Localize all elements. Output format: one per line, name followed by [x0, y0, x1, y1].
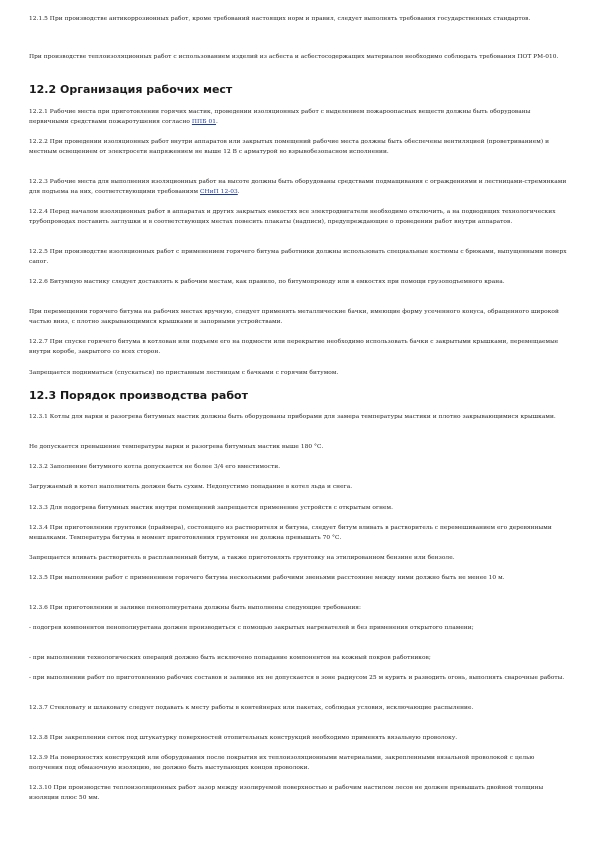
- paragraph-ladder-ban: Запрещается подниматься (спускаться) по приставным лестницам с бачками с горячим битумом.: [29, 370, 339, 376]
- link-snip-12-03[interactable]: СНиП 12-03: [200, 189, 238, 195]
- paragraph-12-3-8: 12.3.8 При закреплении сеток под штукатурку поверхностей отопительных конструкций необходимо применять вязальную проволоку.: [29, 735, 458, 741]
- paragraph-12-3-6: 12.3.6 При приготовлении и заливке пенополиуретана должны быть выполнены следующие требования:: [29, 605, 362, 611]
- paragraph-12-3-4: 12.3.4 При приготовлении грунтовки (праймера), состоящего из растворителя и битума, следует битум вливать в растворитель с перемешиванием его деревянными мешалками. Температура битума в момент приготовления грунтовки не должна превышать 70 °С.: [29, 525, 552, 541]
- paragraph-12-2-7: 12.2.7 При спуске горячего битума в котлован или подъеме его на подмости или перекрытие необходимо использовать бачки с закрытыми крышками, перемещаемые внутри коробе, закрытого со всех сторон.: [29, 339, 559, 355]
- paragraph-asbestos: При производстве теплоизоляционных работ с использованием изделий из асбеста и асбестосодержащих материалов необходимо соблюдать требования ПОТ РМ-010.: [29, 54, 559, 60]
- paragraph-solvent-ban: Запрещается вливать растворитель в расплавленный битум, а также приготовлять грунтовку на этилированном бензине или бензоле.: [29, 555, 455, 561]
- paragraph-12-3-3: 12.3.3 Для подогрева битумных мастик внутри помещений запрещается применение устройств с открытым огнем.: [29, 505, 394, 511]
- paragraph-12-2-2: 12.2.2 При проведении изоляционных работ внутри аппаратов или закрытых помещений рабочие места должны быть обеспечены вентиляцией (проветриванием) и местным освещением от электросети напряжением не выше 12 В с арматурой во взрывобезопасном исполнении.: [29, 139, 550, 155]
- paragraph-12-1-5: 12.1.5 При производстве антикоррозионных работ, кроме требований настоящих норм и правил, следует выполнять требования государственных стандартов.: [29, 16, 531, 22]
- heading-12-2: 12.2 Организация рабочих мест: [29, 83, 233, 96]
- paragraph-12-3-2: 12.3.2 Заполнение битумного котла допускается не более 3/4 его вместимости.: [29, 464, 281, 470]
- paragraph-12-2-5: 12.2.5 При производстве изоляционных работ с применением горячего битума работники должны использовать специальные костюмы с брюками, выпущенными поверх сапог.: [29, 249, 567, 265]
- paragraph-12-2-1: 12.2.1 Рабочие места при приготовлении горячих мастик, проведении изоляционных работ с выделением пожароопасных веществ должны быть оборудованы первичными средствами пожаротушения согласно ППБ 01.: [29, 109, 531, 125]
- heading-12-3: 12.3 Порядок производства работ: [29, 389, 248, 402]
- paragraph-max-temp: Не допускается превышение температуры варки и разогрева битумных мастик выше 180 °С.: [29, 444, 324, 450]
- paragraph-12-2-6: 12.2.6 Битумную мастику следует доставлять к рабочим местам, как правило, по битумопроводу или в емкостях при помощи грузоподъемного крана.: [29, 279, 505, 285]
- paragraph-12-3-5: 12.3.5 При выполнении работ с применением горячего битума несколькими рабочими звеньями расстояние между ними должно быть не менее 10 м.: [29, 575, 505, 581]
- paragraph-12-2-3: 12.2.3 Рабочие места для выполнения изоляционных работ на высоте должны быть оборудованы средствами подмащивания с ограждениями и лестницами-стремянками для подъема на них, соответствующими требованиям СНиП 12-03.: [29, 179, 567, 195]
- paragraph-pu-skin: - при выполнении технологических операций должно быть исключено попадание компонентов на кожный покров работников;: [29, 655, 431, 661]
- paragraph-12-2-4: 12.2.4 Перед началом изоляционных работ в аппаратах и других закрытых емкостях все электродвигатели необходимо отключить, а на подводящих технологических трубопроводах поставить заглушки и в соответствующих местах повесить плакаты (надписи), предупреждающие о проведении работ внутри аппаратов.: [29, 209, 556, 225]
- paragraph-12-3-1: 12.3.1 Котлы для варки и разогрева битумных мастик должны быть оборудованы приборами для замера температуры мастики и плотно закрывающимися крышками.: [29, 414, 556, 420]
- paragraph-12-3-7: 12.3.7 Стекловату и шлаковату следует подавать к месту работы в контейнерах или пакетах, соблюдая условия, исключающие распыление.: [29, 705, 474, 711]
- paragraph-dry-filler: Загружаемый в котел наполнитель должен быть сухим. Недопустимо попадание в котел льда и снега.: [29, 484, 353, 490]
- paragraph-manual-transport: При перемещении горячего битума на рабочих местах вручную, следует применять металлические бачки, имеющие форму усеченного конуса, обращенного широкой частью вниз, с плотно закрывающимися крышками и запорными устройствами.: [29, 309, 559, 325]
- link-ppb-01[interactable]: ППБ 01: [191, 119, 216, 125]
- paragraph-12-3-9: 12.3.9 На поверхностях конструкций или оборудования после покрытия их теплоизоляционными материалами, закрепленными вязальной проволокой с целью получения под обмазочную изоляцию, не должно быть выступающих концов проволоки.: [29, 755, 535, 771]
- paragraph-pu-fire-zone: - при выполнении работ по приготовлению рабочих составов и заливке их не допускается в зоне радиусом 25 м курить и разводить огонь, выполнять сварочные работы.: [29, 675, 565, 681]
- paragraph-12-3-10: 12.3.10 При производстве теплоизоляционных работ зазор между изолируемой поверхностью и рабочим настилом лесов не должен превышать двойной толщины изоляции плюс 50 мм.: [29, 785, 544, 801]
- paragraph-pu-heating: - подогрев компонентов пенополиуретана должен производиться с помощью закрытых нагревателей и без применения открытого пламени;: [29, 625, 474, 631]
